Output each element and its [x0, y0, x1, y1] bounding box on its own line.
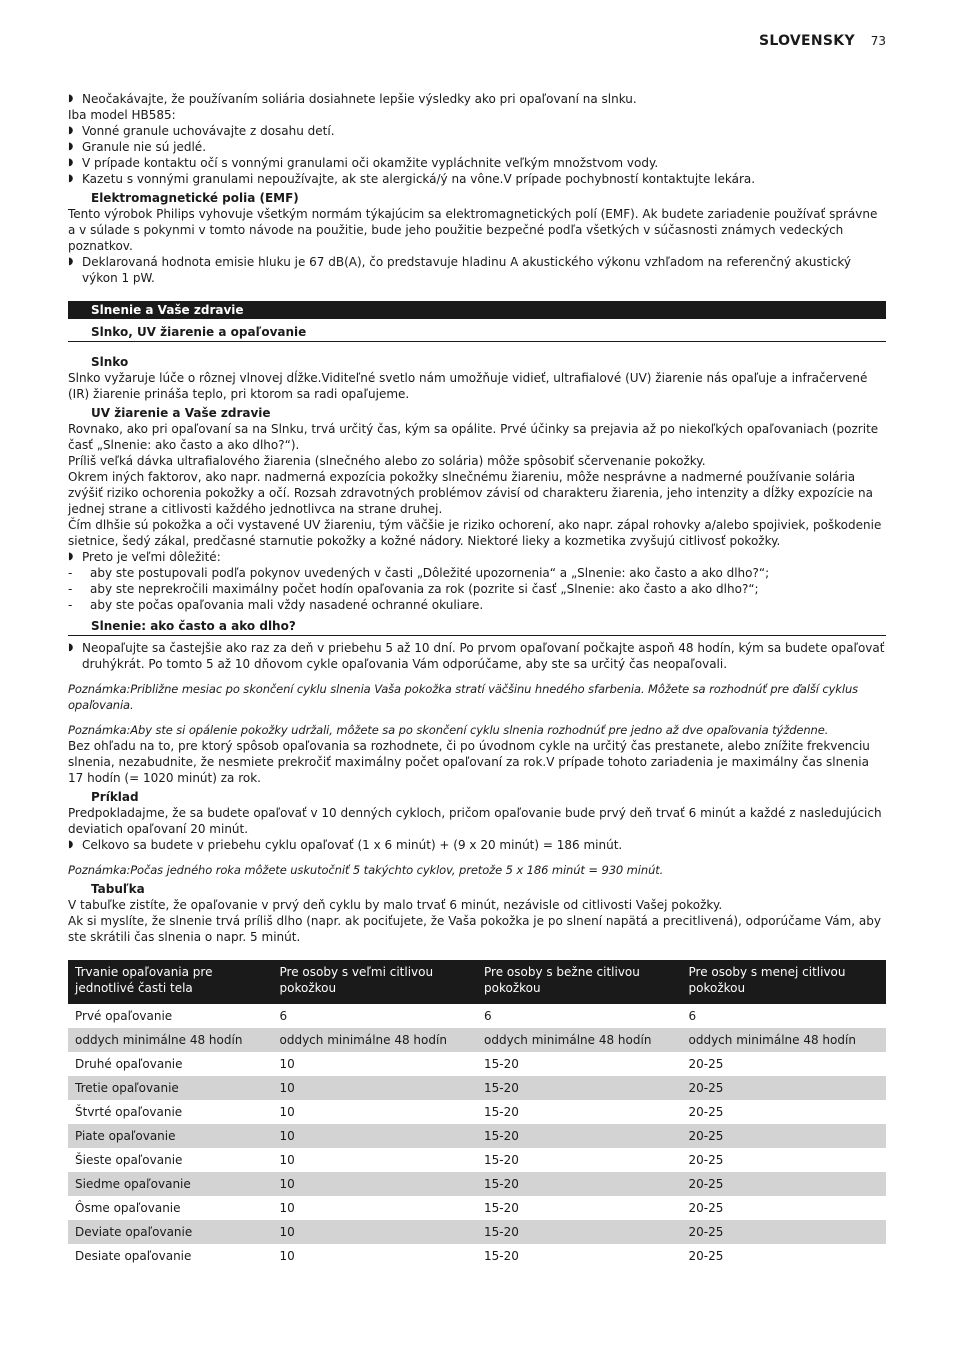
- table-cell: oddych minimálne 48 hodín: [477, 1028, 682, 1052]
- note-text: Poznámka:Počas jedného roka môžete uskutočniť 5 takýchto cyklov, pretože 5 x 186 minút = 930 minút.: [68, 863, 664, 877]
- emf-bullet: ◗ Deklarovaná hodnota emisie hluku je 67 dB(A), čo predstavuje hladinu A akustického výkonu vzhľadom na referenčný akustický výkon 1 pW.: [68, 254, 886, 286]
- table-cell: Siedme opaľovanie: [68, 1172, 273, 1196]
- table-cell: 10: [273, 1220, 478, 1244]
- example-bullet: ◗ Celkovo sa budete v priebehu cyklu opaľovať (1 x 6 minút) + (9 x 20 minút) = 186 minút.: [68, 837, 886, 853]
- uv-dash-item: - aby ste počas opaľovania mali vždy nasadené ochranné okuliare.: [68, 597, 886, 613]
- uv-paragraph: Príliš veľká dávka ultrafialového žiarenia (slnečného alebo zo solária) môže spôsobiť sčervenanie pokožky.: [68, 454, 706, 468]
- intro-bullet: ◗ Kazetu s vonnými granulami nepoužívajte, ak ste alergická/ý na vône.V prípade pochybností kontaktujte lekára.: [68, 171, 886, 187]
- table-cell: Prvé opaľovanie: [75, 1009, 173, 1023]
- emf-heading: Elektromagnetické polia (EMF): [91, 191, 299, 205]
- table-header-cell: Trvanie opaľovania pre jednotlivé časti tela: [68, 960, 273, 1004]
- table-intro: Ak si myslíte, že slnenie trvá príliš dlho (napr. ak pociťujete, že Vaša pokožka je po slnení napätá a precitlivená), odporúčame Vám, aby ste skrátili čas slnenia o napr. 5 minút.: [68, 914, 881, 944]
- table-row: [68, 1076, 886, 1100]
- page-content: [68, 91, 886, 1268]
- table-row: [68, 1100, 886, 1124]
- table-cell: Desiate opaľovanie: [75, 1249, 192, 1263]
- table-cell: 10: [279, 1249, 295, 1263]
- table-row: [68, 1196, 886, 1220]
- table-cell: 15-20: [477, 1220, 682, 1244]
- note-text: Poznámka:Aby ste si opálenie pokožky udržali, môžete sa po skončení cyklu slnenia rozhodnúť pre jedno až dve opaľovania týždenne.: [68, 723, 829, 737]
- note-text: Poznámka:Približne mesiac po skončení cyklu slnenia Vaša pokožka stratí väčšinu hnedého sfarbenia. Môžete sa rozhodnúť pre ďalší cyklus opaľovania.: [68, 682, 859, 712]
- section-title-bar: Slnenie a Vaše zdravie: [68, 301, 886, 319]
- table-cell: 20-25: [688, 1105, 724, 1119]
- table-cell: oddych minimálne 48 hodín: [273, 1028, 478, 1052]
- table-cell: 10: [279, 1153, 295, 1167]
- table-cell: 10: [279, 1201, 295, 1215]
- table-cell: 6: [688, 1009, 697, 1023]
- table-cell: oddych minimálne 48 hodín: [682, 1028, 887, 1052]
- table-row: [68, 1052, 886, 1076]
- table-row: [68, 1244, 886, 1268]
- table-cell: 20-25: [688, 1249, 724, 1263]
- table-cell: 15-20: [484, 1057, 519, 1071]
- intro-bullet: ◗ V prípade kontaktu očí s vonnými granulami oči okamžite vypláchnite veľkým množstvom vody.: [68, 155, 886, 171]
- table-cell: 10: [279, 1057, 295, 1071]
- table-cell: Deviate opaľovanie: [68, 1220, 273, 1244]
- table-cell: 20-25: [688, 1201, 724, 1215]
- frequency-text: Bez ohľadu na to, pre ktorý spôsob opaľovania sa rozhodnete, či po úvodnom cykle na určitý čas prestanete, alebo znížite frekvenciu slnenia, nezabudnite, že nesmiete prekročiť maximálny počet opaľovaní za rok.V prípade tohoto zariadenia je maximálny čas slnenia 17 hodín (= 1020 minút) za rok.: [68, 739, 870, 785]
- table-cell: 15-20: [477, 1172, 682, 1196]
- table-cell: 20-25: [682, 1220, 887, 1244]
- model-note: Iba model HB585:: [68, 108, 176, 122]
- slnko-heading: Slnko: [91, 355, 129, 369]
- frequency-heading: Slnenie: ako často a ako dlho?: [68, 613, 886, 636]
- table-intro: V tabuľke zistíte, že opaľovanie v prvý deň cyklu by malo trvať 6 minút, nezávisle od citlivosti Vašej pokožky.: [68, 898, 723, 912]
- table-row: [68, 1220, 886, 1244]
- table-cell: oddych minimálne 48 hodín: [68, 1028, 273, 1052]
- page-header: [759, 33, 886, 49]
- table-heading: Tabuľka: [91, 882, 145, 896]
- page-number: 73: [870, 34, 886, 48]
- table-cell: 15-20: [477, 1124, 682, 1148]
- table-cell: Druhé opaľovanie: [75, 1057, 183, 1071]
- intro-bullet: ◗ Neočakávajte, že používaním soliária dosiahnete lepšie výsledky ako pri opaľovaní na slnku.: [68, 91, 886, 107]
- table-cell: 15-20: [484, 1105, 519, 1119]
- table-cell: 20-25: [688, 1057, 724, 1071]
- table-cell: 10: [279, 1105, 295, 1119]
- uv-heading: UV žiarenie a Vaše zdravie: [91, 406, 271, 420]
- uv-paragraph: Rovnako, ako pri opaľovaní sa na Slnku, trvá určitý čas, kým sa opálite. Prvé účinky sa prejavia až po niekoľkých opaľovaniach (pozrite časť „Slnenie: ako často a ako dlho?“).: [68, 422, 879, 452]
- tanning-table: [68, 960, 886, 1268]
- uv-bullet: ◗ Preto je veľmi dôležité:: [68, 549, 886, 565]
- intro-bullet: ◗ Vonné granule uchovávajte z dosahu detí.: [68, 123, 886, 139]
- table-cell: 15-20: [477, 1076, 682, 1100]
- example-heading: Príklad: [91, 790, 139, 804]
- intro-bullet: ◗ Granule nie sú jedlé.: [68, 139, 886, 155]
- table-cell: 6: [279, 1009, 288, 1023]
- table-header-row: [68, 960, 886, 1004]
- table-cell: 20-25: [682, 1172, 887, 1196]
- table-row: [68, 1148, 886, 1172]
- table-cell: 6: [484, 1009, 492, 1023]
- table-row: [68, 1124, 886, 1148]
- frequency-bullet: ◗ Neopaľujte sa častejšie ako raz za deň v priebehu 5 až 10 dní. Po prvom opaľovaní počkajte aspoň 48 hodín, kým sa budete opaľovať druhýkrát. Po tomto 5 až 10 dňovom cykle opaľovania Vám odporúčame, aby ste sa určitý čas neopaľovali.: [68, 640, 886, 672]
- example-text: Predpokladajme, že sa budete opaľovať v 10 denných cykloch, pričom opaľovanie bude prvý deň trvať 6 minút a každé z nasledujúcich deviatich opaľovaní 20 minút.: [68, 806, 882, 836]
- slnko-text: Slnko vyžaruje lúče o rôznej vlnovej dĺžke.Viditeľné svetlo nám umožňuje vidieť, ultrafialové (UV) žiarenie nás opaľuje a infračervené (IR) žiarenie prináša teplo, pri ktorom sa radi opaľujeme.: [68, 371, 868, 401]
- table-cell: Piate opaľovanie: [68, 1124, 273, 1148]
- uv-paragraph: Čím dlhšie sú pokožka a oči vystavené UV žiareniu, tým väčšie je riziko ochorení, ako napr. zápal rohovky a/alebo spojiviek, poškodenie sietnice, šedý zákal, predčasné starnutie pokožky a kožné nádory. Niektoré lieky a kozmetika zvyšujú citlivosť pokožky.: [68, 518, 882, 548]
- section-subtitle: Slnko, UV žiarenie a opaľovanie: [68, 319, 886, 342]
- uv-dash-item: - aby ste postupovali podľa pokynov uvedených v časti „Dôležité upozornenia“ a „Slnenie: ako často a ako dlho?“;: [68, 565, 886, 581]
- table-cell: 15-20: [484, 1201, 519, 1215]
- table-header-cell: Pre osoby s menej citlivou pokožkou: [682, 960, 887, 1004]
- table-cell: 15-20: [484, 1249, 519, 1263]
- table-cell: 20-25: [682, 1124, 887, 1148]
- table-header-cell: Pre osoby s veľmi citlivou pokožkou: [273, 960, 478, 1004]
- table-cell: 20-25: [682, 1076, 887, 1100]
- table-row: [68, 1172, 886, 1196]
- table-row: [68, 1004, 886, 1028]
- table-cell: 10: [273, 1124, 478, 1148]
- emf-text: Tento výrobok Philips vyhovuje všetkým normám týkajúcim sa elektromagnetických polí (EMF). Ak budete zariadenie používať správne a v súlade s pokynmi v tomto návode na použitie, bude jeho použitie bezpečné podľa všetkých v súčasnosti známych vedeckých poznatkov.: [68, 207, 878, 253]
- table-cell: Šieste opaľovanie: [75, 1153, 183, 1167]
- table-cell: Tretie opaľovanie: [68, 1076, 273, 1100]
- table-cell: 20-25: [688, 1153, 724, 1167]
- table-cell: Štvrté opaľovanie: [75, 1105, 183, 1119]
- table-row: [68, 1028, 886, 1052]
- table-cell: Ôsme opaľovanie: [75, 1201, 181, 1215]
- table-header-cell: Pre osoby s bežne citlivou pokožkou: [477, 960, 682, 1004]
- language-label: SLOVENSKY: [758, 33, 855, 49]
- table-cell: 10: [273, 1076, 478, 1100]
- table-cell: 10: [273, 1172, 478, 1196]
- uv-paragraph: Okrem iných faktorov, ako napr. nadmerná expozícia pokožky slnečnému žiareniu, môže nesprávne a nadmerné používanie solária zvýšiť riziko ochorenia pokožky a očí. Rozsah zdravotných problémov závisí od charakteru žiarenia, jeho intenzity a dĺžky expozície na jednej strane a citlivosti každého jednotlivca na strane druhej.: [68, 470, 873, 516]
- uv-dash-item: - aby ste neprekročili maximálny počet hodín opaľovania za rok (pozrite si časť „Slnenie: ako často a ako dlho?“;: [68, 581, 886, 597]
- table-cell: 15-20: [484, 1153, 519, 1167]
